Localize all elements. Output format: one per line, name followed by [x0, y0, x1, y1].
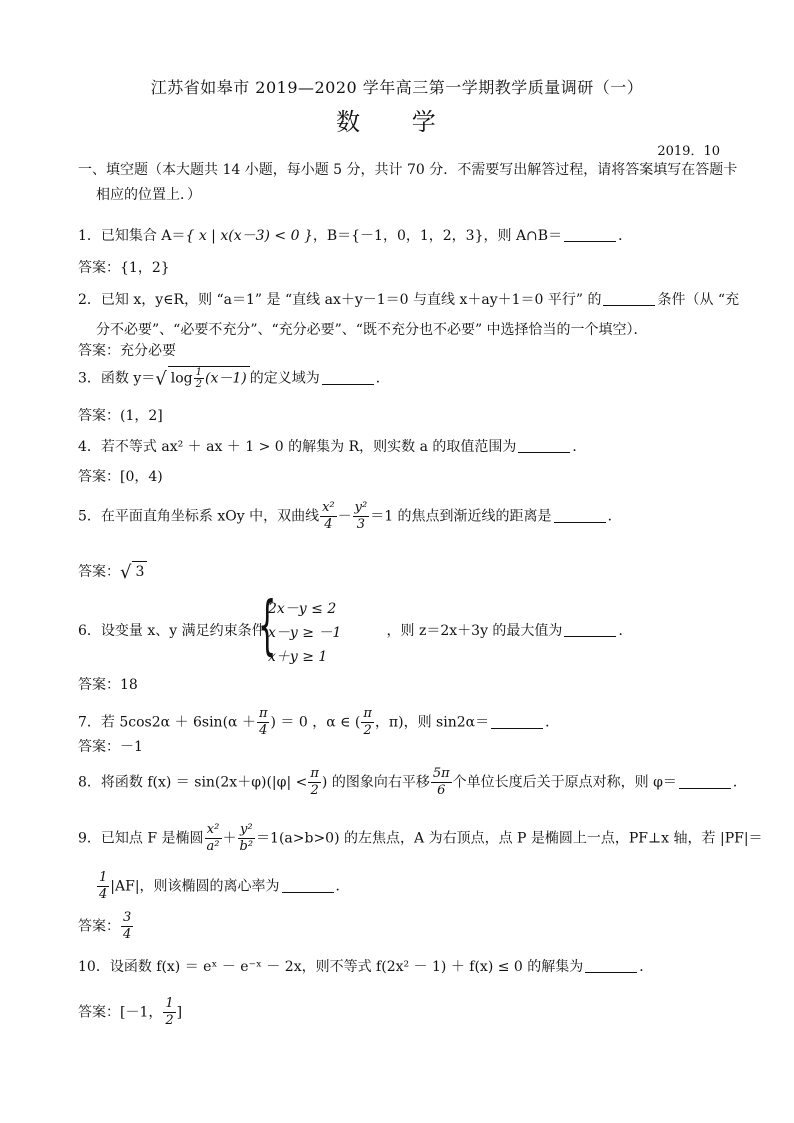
answer-3: 答案：(1，2]: [78, 408, 163, 424]
q9-quarter-num: 1: [99, 870, 108, 885]
answer-5-value: 3: [132, 561, 147, 582]
radical-icon: √: [120, 562, 132, 583]
left-brace-icon: {: [258, 589, 277, 663]
q3-radicand: [168, 366, 250, 390]
answer-label: 答案：: [78, 918, 120, 935]
question-8: [78, 766, 747, 799]
question-4: [78, 437, 586, 457]
answer-blank: [491, 713, 543, 729]
q9-end: ．: [335, 878, 350, 895]
q5-pre: 5．在平面直角坐标系 xOy 中，双曲线: [78, 508, 320, 525]
q1-set: { x | x(x－3) < 0 }: [185, 228, 313, 244]
q3-log: log: [170, 370, 193, 387]
q7-end: ．: [545, 714, 560, 731]
answer-10: [78, 996, 182, 1029]
q9-frac-x-den: a²: [206, 839, 220, 854]
constraint-system: [258, 589, 368, 666]
q8-frac-1-den: 2: [310, 783, 319, 798]
question-7: [78, 706, 559, 739]
q8-frac-1: [308, 766, 321, 799]
answer-blank: [585, 957, 637, 973]
q9-frac-x-num: x²: [205, 822, 222, 839]
question-1: [78, 226, 632, 246]
q9-plus: ＋: [222, 830, 237, 847]
answer-blank: [603, 290, 655, 306]
answer-9-num: 3: [123, 910, 132, 925]
q7-frac-2-den: 2: [363, 723, 372, 738]
q9-frac-x: [205, 822, 222, 855]
q5-frac-x: [320, 500, 337, 533]
q6-post: ，则 z＝2x＋3y 的最大值为: [386, 623, 563, 639]
q6-pre: 6．设变量 x、y 满足约束条件: [78, 623, 266, 639]
q9-line2: |AF|，则该椭圆的离心率为: [110, 878, 280, 895]
q7-frac-2: [361, 706, 374, 739]
section-instructions: 一、填空题（本大题共 14 小题，每小题 5 分，共计 70 分．不需要写出解答过程，请将答案填写在答题卡: [78, 162, 738, 178]
question-2-cont: 分不必要”、“必要不充分”、“充分必要”、“既不充分也不必要” 中选择恰当的一个填空）．: [96, 322, 648, 338]
q9-post: ＝1(a>b>0) 的左焦点，A 为右顶点，点 P 是椭圆上一点，PF⊥x 轴，若 |PF|＝: [256, 830, 763, 847]
q3-log-base: [194, 367, 204, 390]
q1-mid: ，B＝{－1，0，1，2，3}，则 A∩B＝: [312, 228, 563, 244]
exam-title: 江苏省如皋市 2019—2020 学年高三第一学期教学质量调研（一）: [150, 78, 644, 97]
q9-pre: 9．已知点 F 是椭圆: [78, 830, 204, 847]
answer-10-num: 1: [165, 996, 174, 1011]
q5-frac-x-den: 4: [324, 517, 333, 532]
q3-base-den: 2: [195, 379, 203, 390]
answer-blank: [679, 773, 731, 789]
q6-end: ．: [618, 623, 633, 639]
constraint-2: x－y ≥ －1: [268, 625, 342, 641]
q3-post: 的定义域为: [249, 370, 320, 387]
q8-end: ．: [732, 774, 747, 791]
answer-blank: [554, 507, 606, 523]
answer-label: 答案：: [78, 564, 120, 580]
q1-pre: 1．已知集合 A＝: [78, 228, 186, 244]
q5-frac-y: [353, 500, 370, 533]
q7-post: ，π)，则 sin2α＝: [374, 714, 490, 731]
q2-line1: 2．已知 x，y∈R，则 “a＝1” 是 “直线 ax＋y－1＝0 与直线 x＋ay＋1＝0 平行” 的: [78, 292, 602, 308]
q9-frac-y: [238, 822, 256, 855]
answer-blank: [518, 437, 570, 453]
q8-frac-2: [431, 766, 452, 799]
question-3: [78, 366, 390, 390]
answer-9-frac: [121, 910, 133, 943]
section-instructions-cont: 相应的位置上．）: [96, 187, 201, 203]
q8-frac-1-num: π: [310, 766, 319, 781]
answer-9-den: 4: [123, 927, 132, 942]
q1-end: ．: [618, 228, 633, 244]
q8-pre: 8．将函数 f(x) ＝ sin(2x＋φ)(|φ| <: [78, 774, 308, 791]
q5-frac-y-num: y²: [354, 500, 368, 515]
question-9: [78, 822, 763, 855]
q7-mid: ) ＝ 0 ，α ∈ (: [270, 714, 361, 731]
answer-blank: [564, 226, 616, 242]
q8-mid: ) 的图象向右平移: [321, 774, 430, 791]
q2-line1-post: 条件（从 “充: [657, 292, 740, 308]
q9-frac-quarter: [97, 870, 109, 903]
answer-10-frac: [163, 996, 175, 1029]
answer-blank: [322, 369, 374, 385]
answer-6: 答案：18: [78, 677, 138, 693]
q10-end: ．: [639, 959, 654, 975]
q8-frac-2-den: 6: [437, 783, 446, 798]
q3-end: ．: [375, 370, 390, 387]
answer-blank: [282, 877, 334, 893]
exam-date: 2019．10: [657, 144, 720, 159]
q9-frac-y-den: b²: [239, 839, 254, 854]
subject-heading: 数 学: [336, 108, 458, 136]
q8-frac-2-num: 5π: [432, 766, 450, 781]
q7-frac-1: [257, 706, 270, 739]
question-2: [78, 290, 739, 310]
answer-4: 答案：[0，4): [78, 469, 163, 485]
question-10: [78, 957, 653, 977]
constraint-3: x＋y ≥ 1: [268, 649, 328, 665]
question-9-cont: [96, 870, 350, 903]
q9-frac-y-num: y²: [238, 822, 256, 839]
q9-quarter-den: 4: [99, 887, 108, 902]
q4-end: ．: [572, 439, 587, 455]
q7-frac-1-num: π: [258, 706, 268, 721]
answer-9: [78, 910, 134, 943]
q5-minus: －: [337, 508, 352, 525]
q10-text: 10．设函数 f(x) ＝ eˣ － e⁻ˣ － 2x，则不等式 f(2x² － 1) ＋ f(x) ≤ 0 的解集为: [78, 959, 584, 975]
answer-5: [78, 561, 147, 583]
q8-post: 个单位长度后关于原点对称，则 φ＝: [452, 774, 677, 791]
answer-10-post: ]: [176, 1004, 183, 1021]
answer-1: 答案：{1，2}: [78, 260, 170, 276]
q5-frac-y-den: 3: [356, 517, 366, 532]
q7-frac-1-den: 4: [259, 723, 268, 738]
answer-2: 答案：充分必要: [78, 343, 176, 359]
answer-blank: [564, 621, 616, 637]
q3-base-num: 1: [195, 367, 203, 378]
q3-pre: 3．函数 y＝: [78, 370, 156, 387]
constraint-1: 2x－y ≤ 2: [268, 601, 337, 617]
q3-arg: (x－1): [205, 370, 247, 387]
answer-10-pre: 答案：[－1，: [78, 1004, 163, 1021]
answer-7: 答案：－1: [78, 739, 143, 755]
q5-post: ＝1 的焦点到渐近线的距离是: [370, 508, 552, 525]
q7-pre: 7．若 5cos2α ＋ 6sin(α ＋: [78, 714, 256, 731]
q5-end: ．: [607, 508, 622, 525]
q7-frac-2-num: π: [363, 706, 372, 721]
question-5: [78, 500, 622, 533]
q5-frac-x-num: x²: [322, 500, 335, 515]
answer-10-den: 2: [165, 1013, 174, 1028]
radical-icon: √: [155, 368, 167, 390]
q4-text: 4．若不等式 ax² ＋ ax ＋ 1 > 0 的解集为 R，则实数 a 的取值范围为: [78, 439, 517, 455]
